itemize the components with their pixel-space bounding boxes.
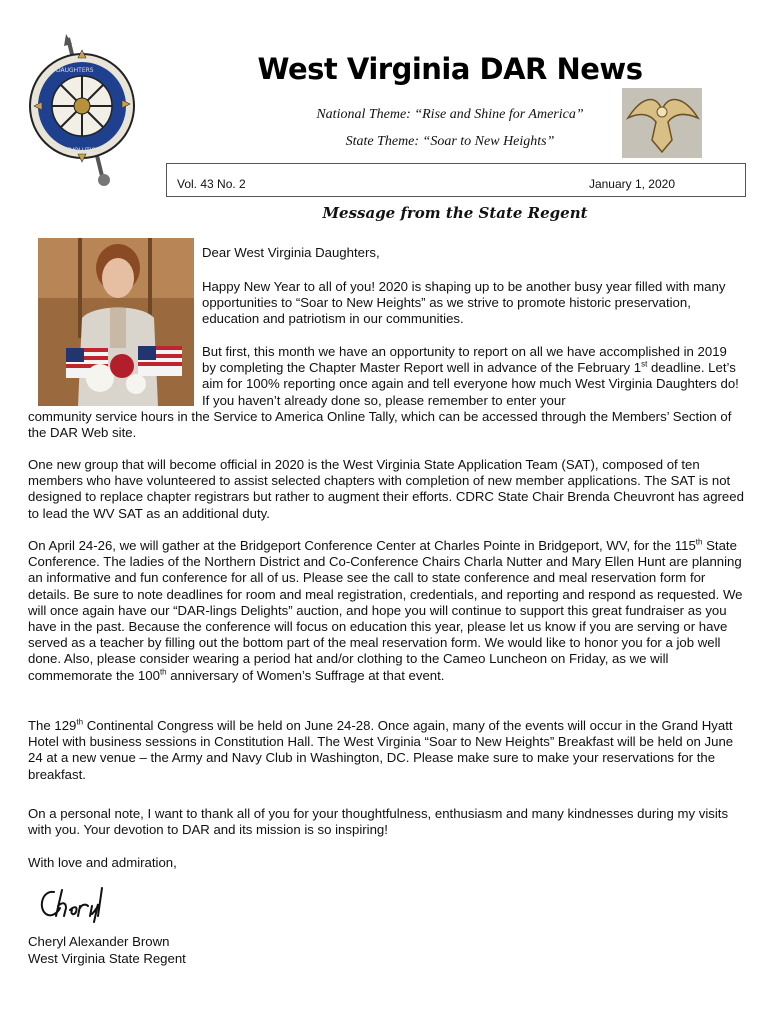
salutation: Dear West Virginia Daughters, — [202, 245, 380, 260]
signer-role: West Virginia State Regent — [28, 951, 186, 966]
section-heading: Message from the State Regent — [322, 204, 588, 222]
svg-text:DAUGHTERS: DAUGHTERS — [56, 67, 94, 74]
dar-insignia-logo — [26, 34, 138, 192]
issue-info-box — [166, 163, 746, 197]
paragraph-2-continued: community service hours in the Service to America Online Tally, which can be accessed through the Members’ Section of the DAR Web site. — [28, 409, 732, 441]
paragraph-4: On April 24-26, we will gather at the Bridgeport Conference Center at Charles Pointe in Bridgeport, WV, for the 115th State Conference. The ladies of the Northern District and Co-Conference Chairs Charla Nutter and Mary Ellen Hunt are planning an informative and fun conference for all of us. Please see the call to state conference and meal reservation form for details. Be sure to note deadlines for room and meal registration, credentials, and reporting and respond as requested. We will once again have our “DAR-lings Delights” auction, and hope you will continue to support this great fundraiser as you have in the past. Because the conference will focus on education this year, please let us know if you are serving or have served as a teacher by filling out the bottom part of the meal reservation form. We would like to honor you for a job well done. Also, please consider wearing a period hat and/or clothing to the Cameo Luncheon on Friday, as we will commemorate the 100th anniversary of Women’s Suffrage at that event. — [28, 537, 743, 683]
paragraph-1: Happy New Year to all of you! 2020 is shaping up to be another busy year filled with many opportunities to “Soar to New Heights” as we strive to promote historic preservation, education and patriotism in our communities. — [202, 279, 726, 327]
paragraph-6: On a personal note, I want to thank all of you for your thoughtfulness, enthusiasm and many kindnesses during my visits with you. Your devotion to DAR and its mission is so inspiring! — [28, 806, 729, 838]
national-theme: National Theme: “Rise and Shine for America” — [316, 107, 584, 122]
newsletter-title: West Virginia DAR News — [257, 52, 643, 86]
issue-date: January 1, 2020 — [588, 177, 675, 191]
svg-text:REVOLUTION: REVOLUTION — [62, 147, 101, 154]
paragraph-5: The 129th Continental Congress will be held on June 24-28. Once again, many of the events will occur in the Grand Hyatt Hotel with business sessions in Constitution Hall. The West Virginia “Soar to New Heights” Breakfast will be held on June 24 at a new venue – the Army and Navy Club in Washington, DC. Please make sure to make your reservations for the breakfast. — [28, 717, 734, 782]
signer-name: Cheryl Alexander Brown — [28, 934, 170, 949]
volume-number: Vol. 43 No. 2 — [177, 177, 246, 191]
closing: With love and admiration, — [28, 855, 177, 870]
regent-photo — [38, 238, 194, 406]
paragraph-2: But first, this month we have an opportunity to report on all we have accomplished in 2019 by completing the Chapter Master Report well in advance of the February 1st deadline. Let’s aim for 100% reporting once again and tell everyone how much West Virginia Daughters do! If you haven’t already done so, please remember to enter your — [202, 344, 739, 408]
handwritten-signature — [36, 884, 120, 924]
state-theme: State Theme: “Soar to New Heights” — [345, 134, 555, 149]
paragraph-3: One new group that will become official in 2020 is the West Virginia State Application Team (SAT), composed of ten members who have volunteered to assist selected chapters with completion of new member applications. The SAT is not designed to replace chapter registrars but rather to augment their efforts. CDRC State Chair Brenda Cheuvront has agreed to lead the WV SAT as an additional duty. — [28, 457, 744, 521]
masthead — [150, 52, 750, 149]
